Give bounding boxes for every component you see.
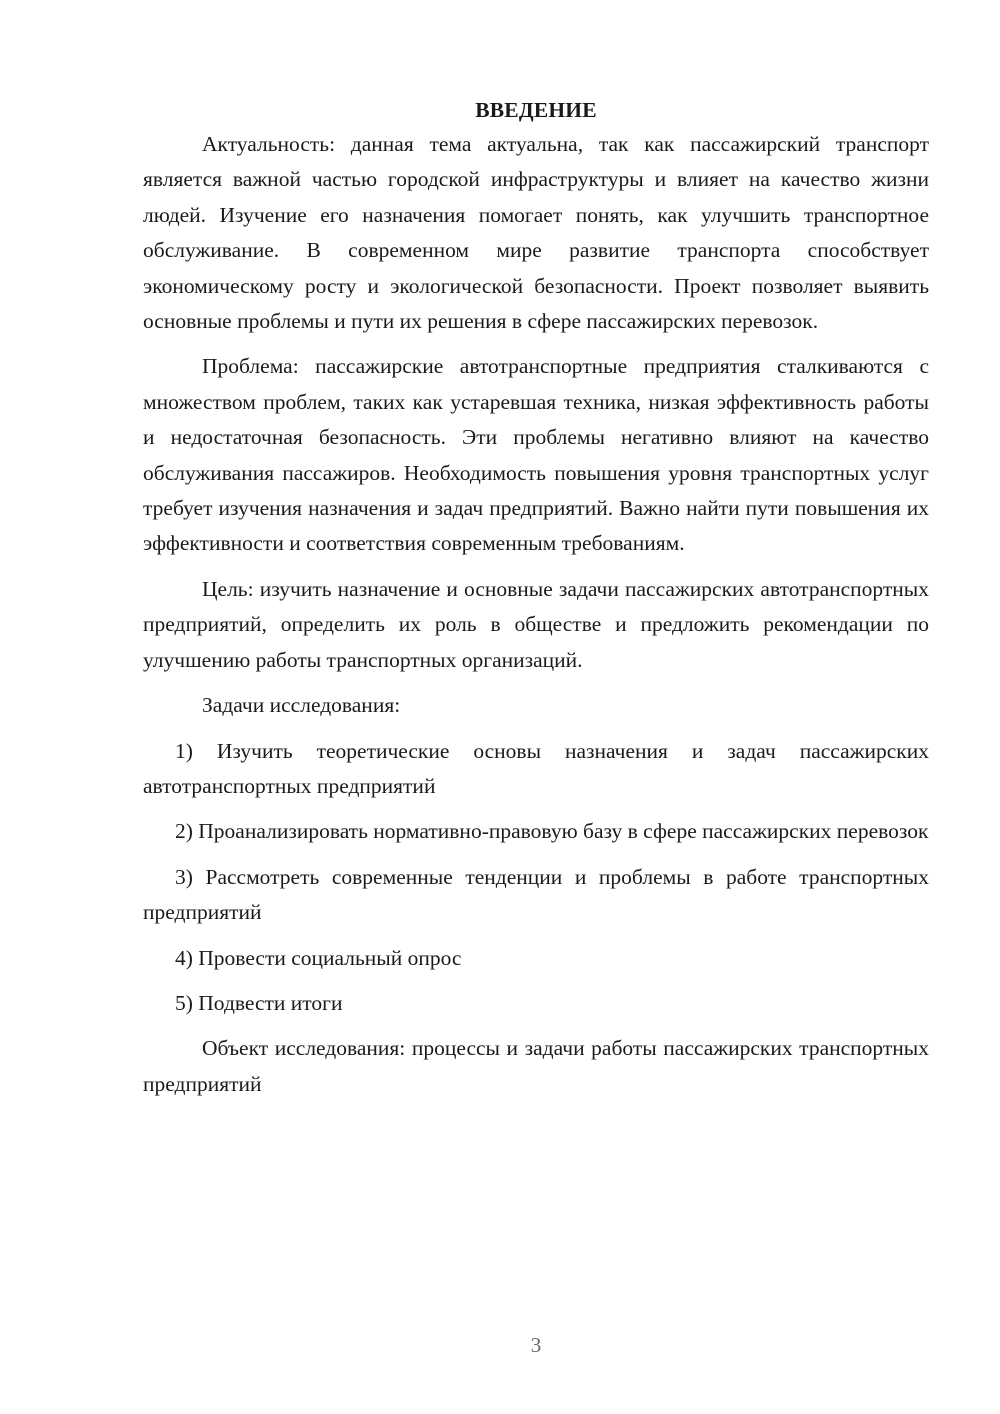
page-number: 3 — [530, 1333, 542, 1357]
task-item-1: 1) Изучить теоретические основы назначения и задач пассажирских автотранспортных предприятий — [143, 738, 929, 798]
page-content — [143, 95, 929, 1112]
section-heading: ВВЕДЕНИЕ — [475, 98, 597, 122]
goal-paragraph: Цель: изучить назначение и основные задачи пассажирских автотранспортных предприятий, определить их роль в обществе и предложить рекомендации по улучшению работы транспортных организаций. — [143, 576, 929, 672]
relevance-paragraph: Актуальность: данная тема актуальна, так как пассажирский транспорт является важной частью городской инфраструктуры и влияет на качество жизни людей. Изучение его назначения помогает понять, как улучшить транспортное обслуживание. В современном мире развитие транспорта способствует экономическому росту и экологической безопасности. Проект позволяет выявить основные проблемы и пути их решения в сфере пассажирских перевозок. — [143, 132, 929, 334]
object-paragraph: Объект исследования: процессы и задачи работы пассажирских транспортных предприятий — [143, 1036, 929, 1096]
task-item-3: 3) Рассмотреть современные тенденции и проблемы в работе транспортных предприятий — [143, 864, 929, 925]
task-item-5: 5) Подвести итоги — [175, 990, 343, 1015]
task-item-4: 4) Провести социальный опрос — [175, 945, 462, 970]
tasks-heading: Задачи исследования: — [202, 693, 401, 718]
problem-paragraph: Проблема: пассажирские автотранспортные предприятия сталкиваются с множеством проблем, таких как устаревшая техника, низкая эффективность работы и недостаточная безопасность. Эти проблемы негативно влияют на качество обслуживания пассажиров. Необходимость повышения уровня транспортных услуг требует изучения назначения и задач предприятий. Важно найти пути повышения их эффективности и соответствия современным требованиям. — [143, 354, 929, 556]
task-item-2: 2) Проанализировать нормативно-правовую базу в сфере пассажирских перевозок — [175, 819, 929, 844]
